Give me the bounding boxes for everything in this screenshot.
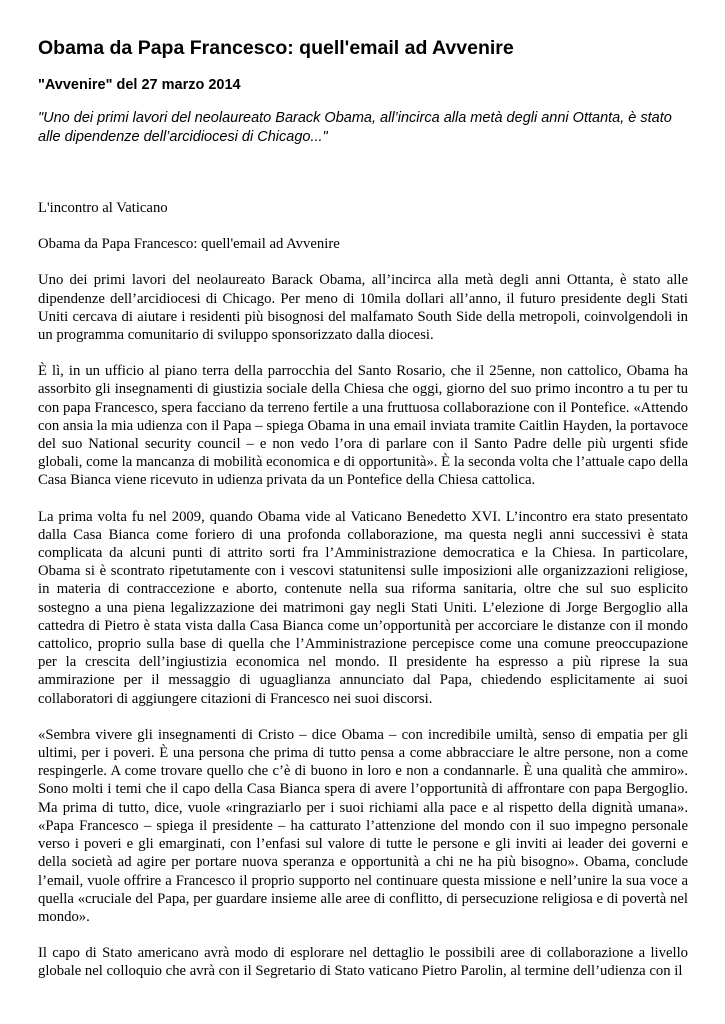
paragraph-5: Il capo di Stato americano avrà modo di esplorare nel dettaglio le possibili aree di collaborazione a livello globale nel colloquio che avrà con il Segretario di Stato vaticano Pietro Parolin, al termine dell’udienza con il xyxy=(38,945,688,980)
paragraph-4: «Sembra vivere gli insegnamenti di Cristo – dice Obama – con incredibile umiltà, senso di empatia per gli ultimi, per i poveri. È una persona che prima di tutto pensa a come abbracciare le altre persone, non a come respingerle. A come trovare quello che c’è di buono in loro e non a condannarle. È una qualità che ammiro». Sono molti i temi che il capo della Casa Bianca spera di avere l’opportunità di affrontare con papa Bergoglio. Ma prima di tutto, dice, vuole «ringraziarlo per i suoi richiami alla pace e al rispetto della dignità umana». «Papa Francesco – spiega il presidente – ha catturato l’attenzione del mondo con il suo impegno personale verso i poveri e gli emarginati, con l’enfasi sul valore di tutte le persone e gli inviti ai leader dei governi e della società ad agire per portare nuova speranza e opportunità a chi ne ha più bisogno». Obama, conclude l’email, vuole offrire a Francesco il proprio supporto nel continuare questa missione e nell’unire la sua voce a quella «cruciale del Papa, per guardare insieme alle aree di conflitto, di persecuzione religiosa e di povertà nel mondo». xyxy=(38,726,688,925)
section-label: L'incontro al Vaticano xyxy=(38,200,168,216)
article-title: Obama da Papa Francesco: quell'email ad Avvenire xyxy=(38,37,514,59)
paragraph-2: È lì, in un ufficio al piano terra della parrocchia del Santo Rosario, che il 25enne, non cattolico, Obama ha assorbito gli insegnamenti di giustizia sociale della Chiesa che oggi, giorno del suo primo incontro a tu per tu con papa Francesco, spera facciano da terreno fertile a una fruttuosa collaborazione con il Pontefice. «Attendo con ansia la mia udienza con il Papa – spiega Obama in una email inviata tramite Caitlin Hayden, la portavoce del suo National security council – e non vedo l’ora di parlare con il Santo Padre delle più urgenti sfide globali, come la mancanza di mobilità economica e di opportunità». È la seconda volta che l’attuale capo della Casa Bianca viene ricevuto in udienza privata da un Pontefice della Chiesa cattolica. xyxy=(38,363,688,489)
article-source: "Avvenire" del 27 marzo 2014 xyxy=(38,77,241,93)
article-page xyxy=(38,36,688,981)
paragraph-3: La prima volta fu nel 2009, quando Obama vide al Vaticano Benedetto XVI. L’incontro era stato presentato dalla Casa Bianca come foriero di una profonda collaborazione, ma questa negli anni successivi è stata complicata da alcuni punti di attrito sorti fra l’Amministrazione democratica e la Chiesa. In particolare, Obama si è scontrato ripetutamente con i vescovi statunitensi sulle imposizioni alle organizzazioni religiose, in materia di contraccezione e aborto, contenute nella sua riforma sanitaria, oltre che sul suo esplicito sostegno a una piena legalizzazione dei matrimoni gay negli Stati Uniti. L’elezione di Jorge Bergoglio alla cattedra di Pietro è stata vista dalla Casa Bianca come un’opportunità per accorciare le distanze con il mondo cattolico, proprio sulla base di quella che l’Amministrazione percepisce come una comune preoccupazione per la crescita dell’ingiustizia economica nel mondo. Il presidente ha espresso a più riprese la sua ammirazione per il messaggio di uguaglianza annunciato dal Papa, chiedendo esplicitamente ai suoi collaboratori di aggiungere citazioni di Francesco nei suoi discorsi. xyxy=(38,508,688,707)
article-lead: "Uno dei primi lavori del neolaureato Barack Obama, all’incirca alla metà degli anni Ottanta, è stato alle dipendenze dell’arcidiocesi di Chicago..." xyxy=(38,110,672,145)
inner-title: Obama da Papa Francesco: quell'email ad Avvenire xyxy=(38,236,340,253)
paragraph-1: Uno dei primi lavori del neolaureato Barack Obama, all’incirca alla metà degli anni Ottanta, è stato alle dipendenze dell’arcidiocesi di Chicago. Per meno di 10mila dollari all’anno, il futuro presidente degli Stati Uniti cercava di aiutare i residenti più bisognosi del malfamato South Side della metropoli, coinvolgendoli in un programma comunitario di sviluppo sponsorizzato dalla diocesi. xyxy=(38,272,688,344)
